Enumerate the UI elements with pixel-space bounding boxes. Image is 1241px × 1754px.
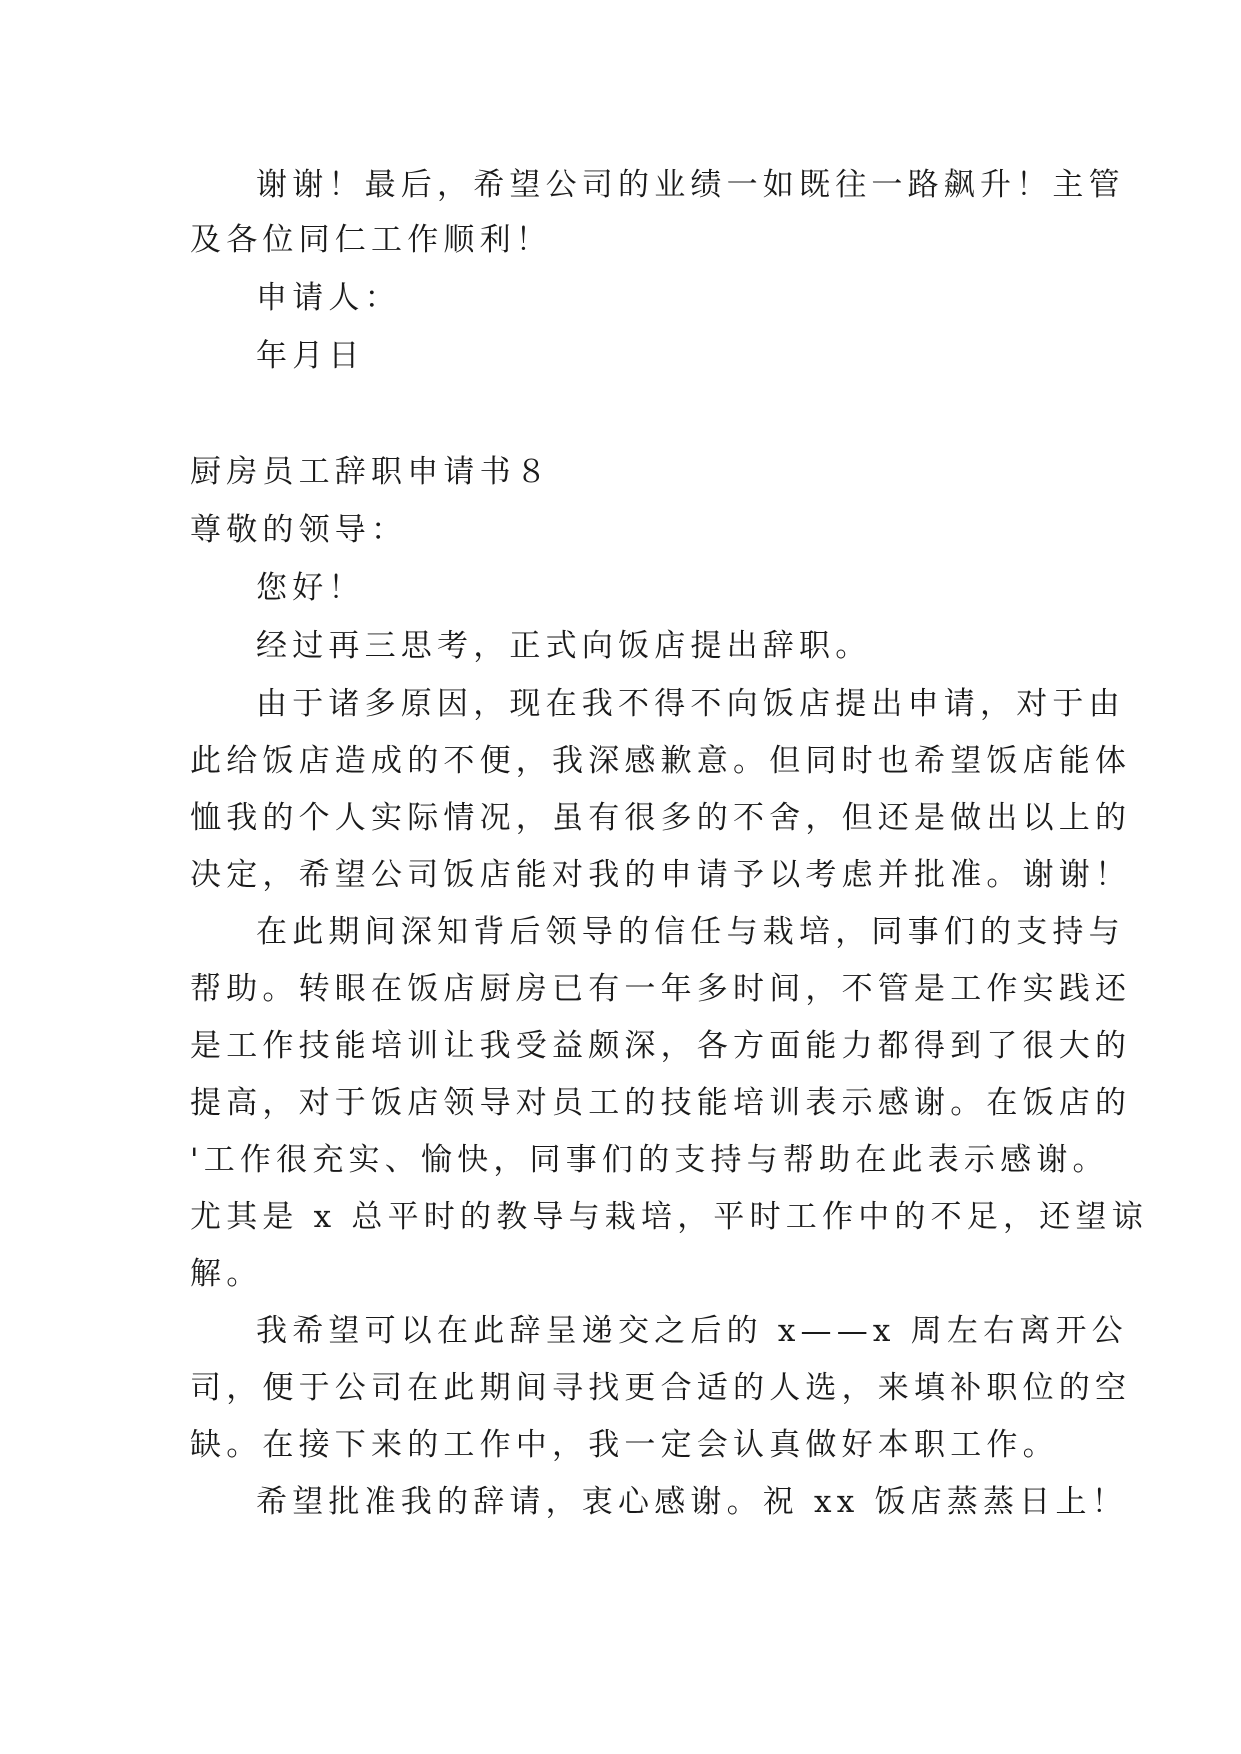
date-label: 年月日 — [256, 338, 365, 374]
paragraph-line: 恤我的个人实际情况，虽有很多的不舍，但还是做出以上的 — [190, 800, 1132, 836]
greeting: 您好！ — [256, 570, 365, 606]
paragraph-line: 我希望可以在此辞呈递交之后的 x——x 周左右离开公 — [256, 1313, 1128, 1349]
paragraph-line: '工作很充实、愉快，同事们的支持与帮助在此表示感谢。 — [190, 1142, 1109, 1178]
paragraph-line: 在此期间深知背后领导的信任与栽培，同事们的支持与 — [256, 914, 1125, 950]
paragraph-line: 尤其是 x 总平时的教导与栽培，平时工作中的不足，还望谅 — [190, 1199, 1148, 1235]
paragraph-line: 由于诸多原因，现在我不得不向饭店提出申请，对于由 — [256, 686, 1125, 722]
closing-line: 及各位同仁工作顺利！ — [190, 222, 552, 258]
closing-line: 谢谢！最后，希望公司的业绩一如既往一路飙升！主管 — [256, 167, 1125, 203]
paragraph-line: 决定，希望公司饭店能对我的申请予以考虑并批准。谢谢！ — [190, 857, 1132, 893]
paragraph-line: 司，便于公司在此期间寻找更合适的人选，来填补职位的空 — [190, 1370, 1132, 1406]
paragraph-line: 帮助。转眼在饭店厨房已有一年多时间，不管是工作实践还 — [190, 971, 1132, 1007]
paragraph-line: 此给饭店造成的不便，我深感歉意。但同时也希望饭店能体 — [190, 743, 1132, 779]
paragraph-line: 经过再三思考，正式向饭店提出辞职。 — [256, 628, 872, 664]
applicant-label: 申请人： — [256, 280, 401, 316]
salutation: 尊敬的领导： — [190, 512, 408, 548]
paragraph-line: 希望批准我的辞请，衷心感谢。祝 xx 饭店蒸蒸日上！ — [256, 1484, 1128, 1520]
paragraph-line: 是工作技能培训让我受益颇深，各方面能力都得到了很大的 — [190, 1028, 1132, 1064]
paragraph-line: 解。 — [190, 1256, 263, 1292]
letter-title: 厨房员工辞职申请书８ — [190, 454, 552, 490]
paragraph-line: 缺。在接下来的工作中，我一定会认真做好本职工作。 — [190, 1427, 1059, 1463]
paragraph-line: 提高，对于饭店领导对员工的技能培训表示感谢。在饭店的 — [190, 1085, 1132, 1121]
